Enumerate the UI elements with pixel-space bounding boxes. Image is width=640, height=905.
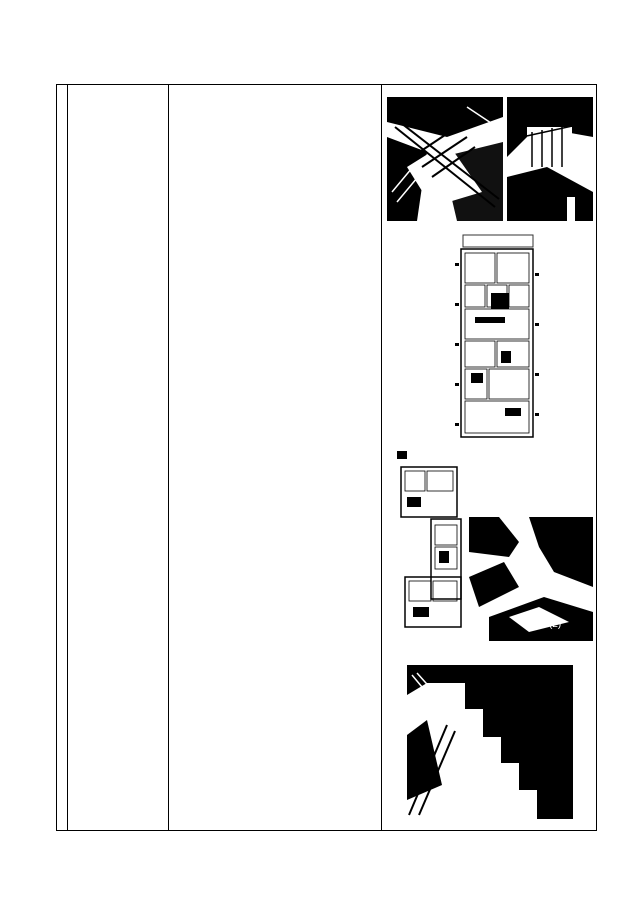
stair-railing-photo	[387, 97, 503, 221]
stair-railing-photo-2	[507, 97, 593, 221]
column-divider	[67, 85, 68, 830]
floor-plan-drawing-2	[395, 447, 467, 641]
heritage-items-table	[56, 84, 597, 831]
column-divider	[168, 85, 169, 830]
column-divider	[381, 85, 382, 830]
granite-stair-photo	[469, 517, 593, 641]
floor-plan-drawing	[455, 233, 541, 441]
svg-text:(2): (2)	[549, 619, 562, 630]
granite-stair-photo-2	[407, 665, 573, 819]
